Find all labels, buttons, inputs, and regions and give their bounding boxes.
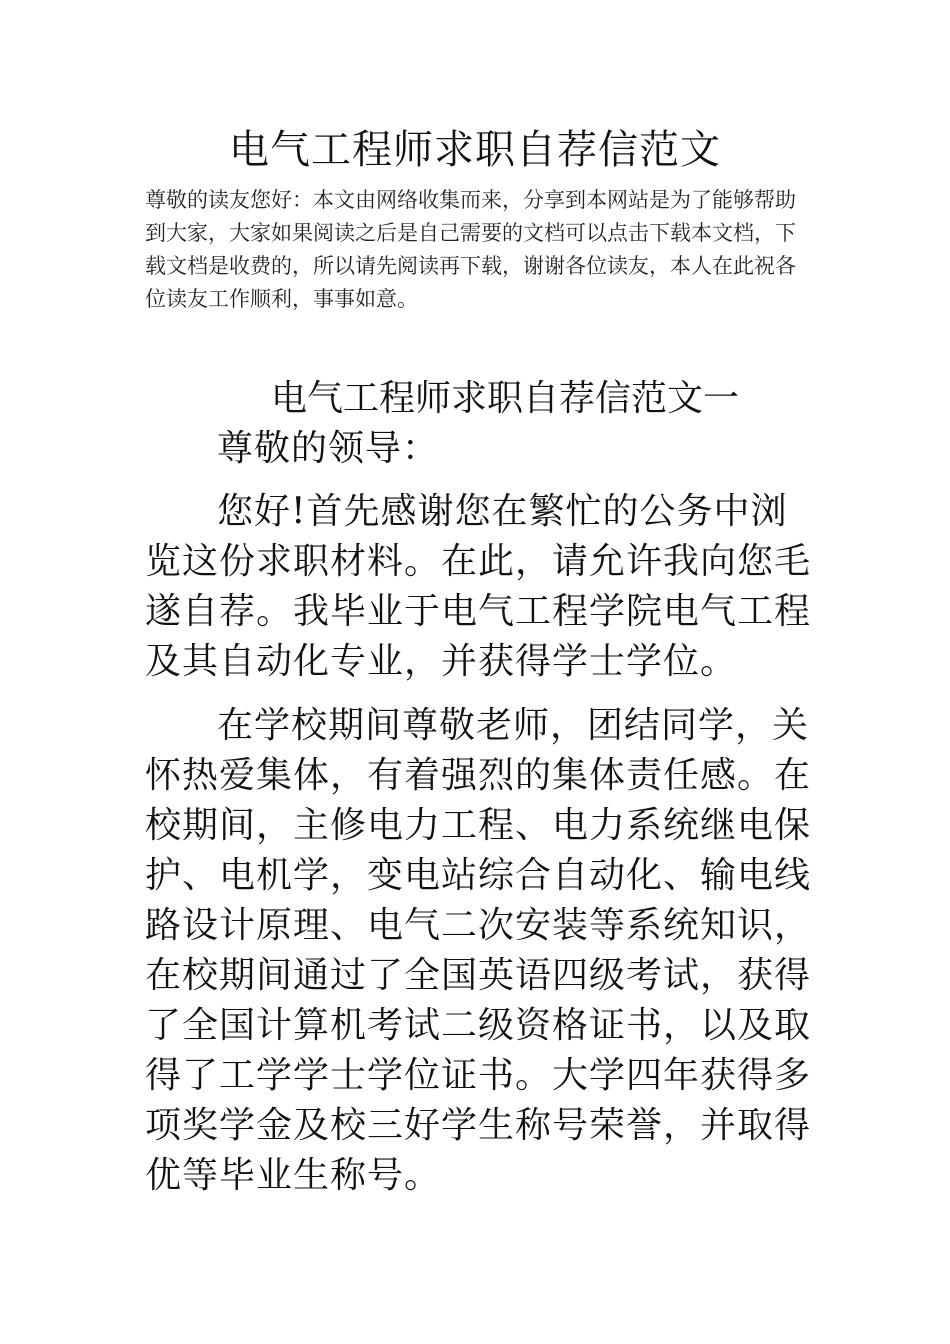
reader-notice: 尊敬的读友您好：本文由网络收集而来，分享到本网站是为了能够帮助到大家，大家如果阅读之后是自己需要的文档可以点击下载本文档，下载文档是收费的，所以请先阅读再下载，谢谢各位读友，本人在此祝各位读友工作顺利，事事如意。: [145, 188, 796, 311]
letter-body: [145, 424, 815, 1201]
document-title: 电气工程师求职自荐信范文: [229, 127, 721, 173]
section-title: 电气工程师求职自荐信范文一: [270, 378, 739, 419]
letter-paragraph: 在学校期间尊敬老师，团结同学，关怀热爱集体，有着强烈的集体责任感。在校期间，主修电力工程、电力系统继电保护、电机学，变电站综合自动化、输电线路设计原理、电气二次安装等系统知识，在校期间通过了全国英语四级考试，获得了全国计算机考试二级资格证书，以及取得了工学学士学位证书。大学四年获得多项奖学金及校三好学生称号荣誉，并取得优等毕业生称号。: [145, 705, 812, 1196]
letter-greeting: 尊敬的领导：: [217, 428, 440, 469]
letter-paragraph: 您好!首先感谢您在繁忙的公务中浏览这份求职材料。在此，请允许我向您毛遂自荐。我毕业于电气工程学院电气工程及其自动化专业，并获得学士学位。: [145, 491, 812, 682]
